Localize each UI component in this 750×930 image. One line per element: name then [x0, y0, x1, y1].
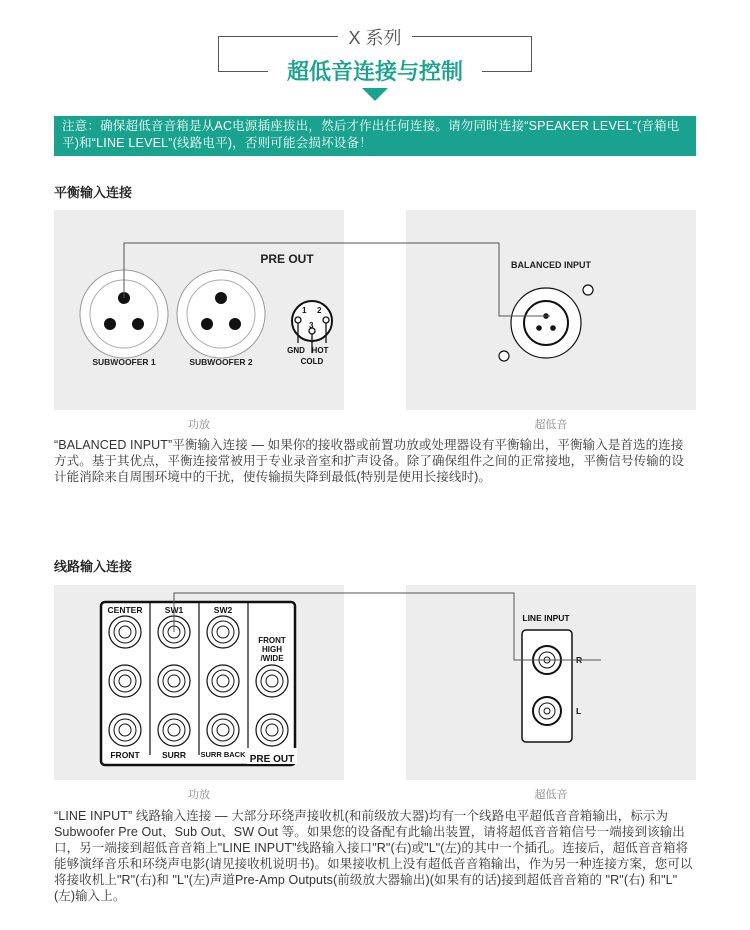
r-label: R	[576, 655, 583, 665]
amp-caption-line: 功放	[188, 789, 210, 801]
front-high-label-2: HIGH	[262, 645, 282, 654]
balanced-heading: 平衡输入连接	[54, 185, 133, 200]
hot-label: HOT	[311, 346, 329, 355]
front-high-label-1: FRONT	[258, 636, 286, 645]
down-triangle-icon	[362, 88, 388, 102]
balanced-input-label: BALANCED INPUT	[511, 260, 591, 270]
line-input-label: LINE INPUT	[522, 613, 570, 623]
pre-out-label: PRE OUT	[260, 252, 314, 266]
page-title: 超低音连接与控制	[286, 59, 463, 84]
pin-3-label: 3	[309, 321, 314, 330]
sub-caption-line: 超低音	[534, 789, 568, 801]
amp-caption-balanced: 功放	[188, 419, 210, 431]
l-label: L	[576, 706, 582, 716]
sub-caption-balanced: 超低音	[534, 419, 568, 431]
line-cable-line	[54, 585, 696, 780]
balanced-paragraph: “BALANCED INPUT”平衡输入连接 — 如果你的接收器或前置功放或处理器设有平衡输出，平衡输入是首选的连接方式。基于其优点，平衡连接常被用于专业录音室和扩声设备。除了确保组件之间的正常接地，平衡信号传输的设计能消除来自周围环境中的干扰，使传输损失降到最低(特别是使用长接线时)。	[54, 438, 685, 484]
sw1-label: SW1	[164, 605, 184, 615]
front-high-label-3: /WIDE	[260, 654, 284, 663]
series-label: X 系列	[348, 28, 402, 48]
sw2-label: SW2	[213, 605, 233, 615]
center-label: CENTER	[107, 605, 143, 615]
front-label: FRONT	[110, 750, 140, 760]
pre-out-label-line: PRE OUT	[249, 754, 295, 765]
subwoofer-2-label: SUBWOOFER 2	[189, 357, 253, 367]
pin-2-label: 2	[317, 306, 322, 315]
subwoofer-1-label: SUBWOOFER 1	[92, 357, 156, 367]
line-paragraph: “LINE INPUT” 线路输入连接 — 大部分环绕声接收机(和前级放大器)均有一个线路电平超低音音箱输出，标示为 Subwoofer Pre Out、Sub Out、SW Out 等。如果您的设备配有此输出装置，请将超低音音箱信号一端接到该输出口，另一端接到超低音音箱上"LINE INPUT"线路输入接口"R"(右)或"L"(左)的其中一个插孔。连接后，超低音音箱将能够演绎音乐和环绕声电影(请见接收机说明书)。如果接收机上没有超低音音箱输出，作为另一种连接方案，您可以将接收机上"R"(右)和 "L"(左)声道Pre-Amp Outputs(前级放大器输出)(如果有的话)接到超低音音箱的 "R"(右) 和"L"(左)输入上。	[54, 809, 693, 903]
gnd-label: GND	[287, 346, 305, 355]
line-heading: 线路输入连接	[54, 559, 133, 574]
cold-label: COLD	[300, 357, 324, 366]
surr-label: SURR	[161, 750, 187, 760]
warning-notice: 注意：确保超低音音箱是从AC电源插座拔出，然后才作出任何连接。请勿同时连接“SPEAKER LEVEL”(音箱电平)和“LINE LEVEL”(线路电平)，否则可能会损坏设备！	[54, 116, 696, 156]
header-frame-top-right	[412, 36, 532, 37]
surr-back-label: SURR BACK	[200, 750, 246, 759]
pin-1-label: 1	[302, 306, 307, 315]
header-frame-top-left	[218, 36, 338, 37]
balanced-cable-line	[54, 210, 696, 410]
